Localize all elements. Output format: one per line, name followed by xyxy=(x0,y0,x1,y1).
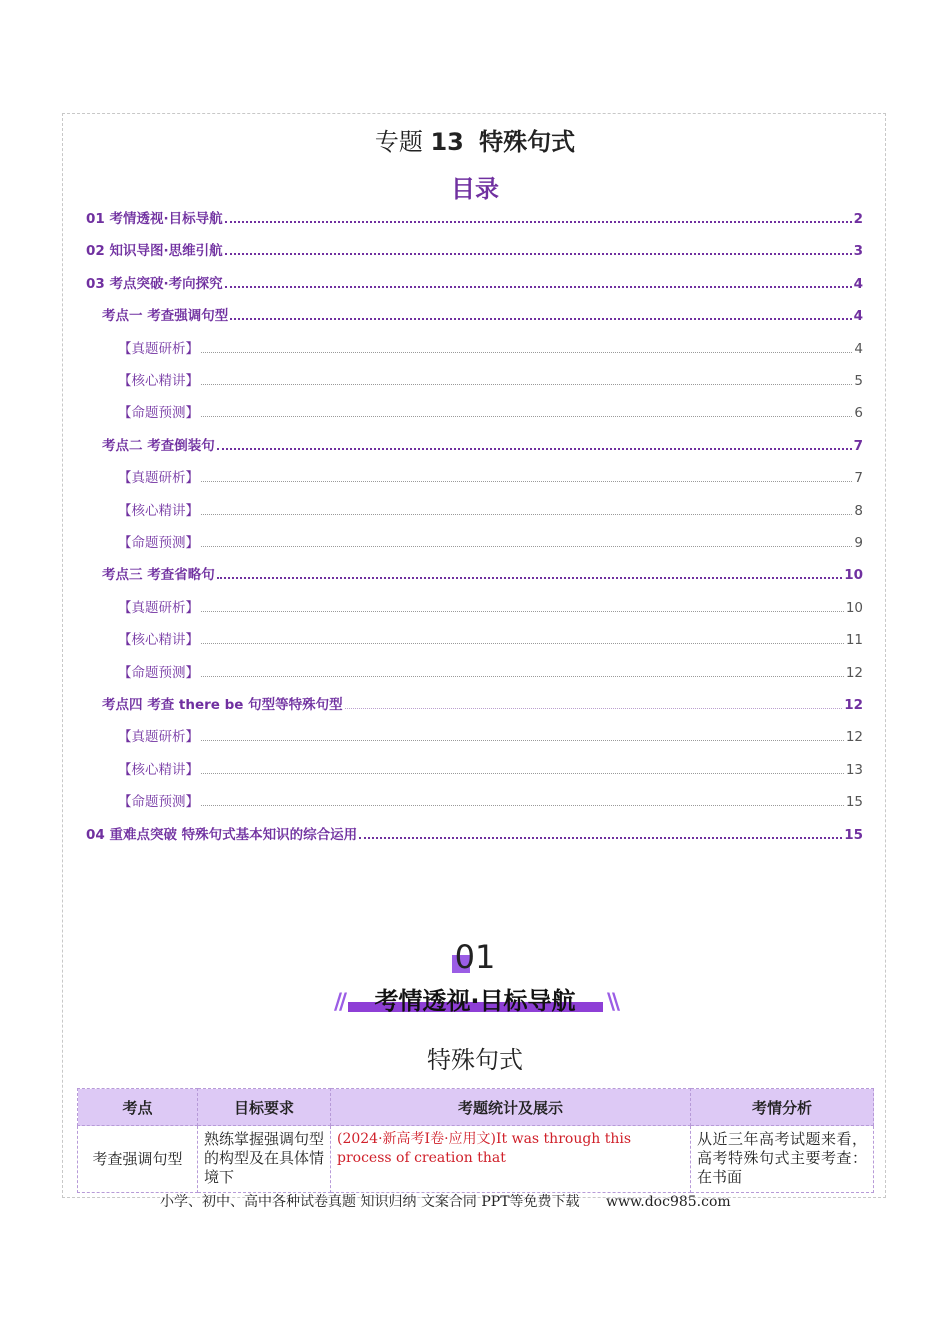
table-row xyxy=(78,1126,874,1193)
toc-leader-dots xyxy=(201,740,844,741)
toc-heading: 目录 xyxy=(451,175,499,203)
toc-entry-page: 15 xyxy=(844,826,863,843)
footer-text: 小学、初中、高中各种试卷真题 知识归纳 文案合同 PPT等免费下载 xyxy=(160,1194,580,1210)
toc-entry[interactable] xyxy=(102,434,863,454)
exam-analysis-table xyxy=(77,1088,874,1193)
toc-entry-label: 【真题研析】 xyxy=(118,470,199,487)
toc-entry-page: 4 xyxy=(853,308,863,325)
toc-entry-page: 7 xyxy=(853,437,863,454)
table-header-row xyxy=(78,1089,874,1126)
toc-leader-dots xyxy=(201,676,844,677)
toc-leader-dots xyxy=(225,286,852,288)
toc-entry-label: 考点一 考查强调句型 xyxy=(102,308,229,325)
toc-entry[interactable] xyxy=(118,725,863,745)
toc-leader-dots xyxy=(201,514,852,515)
toc-entry[interactable] xyxy=(118,401,863,421)
toc-leader-dots xyxy=(201,611,844,612)
toc-leader-dots xyxy=(201,416,852,417)
toc-entry-page: 12 xyxy=(845,729,863,746)
toc-leader-dots xyxy=(225,221,852,223)
header-target: 目标要求 xyxy=(198,1089,331,1126)
toc-entry-label: 【核心精讲】 xyxy=(118,373,199,389)
toc-entry[interactable] xyxy=(118,628,863,648)
cell-exam-point: 考查强调句型 xyxy=(78,1126,198,1193)
section-number: 01 xyxy=(454,938,496,976)
toc-entry-label: 02 知识导图·思维引航 xyxy=(86,243,223,260)
right-slash-decoration: \\ xyxy=(607,990,618,1015)
toc-entry[interactable] xyxy=(86,823,863,843)
left-slash-decoration: // xyxy=(334,990,345,1015)
cell-target: 熟练掌握强调句型的构型及在具体情境下 xyxy=(198,1126,331,1193)
toc-entry-label: 【核心精讲】 xyxy=(118,502,199,519)
toc-entry-page: 5 xyxy=(854,373,863,389)
toc-leader-dots xyxy=(225,253,852,255)
toc-entry[interactable] xyxy=(102,563,863,583)
toc-leader-dots xyxy=(217,448,852,450)
toc-entry-label: 【真题研析】 xyxy=(118,340,199,357)
toc-entry-page: 11 xyxy=(845,632,863,649)
toc-entry-page: 7 xyxy=(854,470,863,487)
title-prefix: 专题 xyxy=(374,128,423,156)
toc-entry-label: 【命题预测】 xyxy=(118,535,199,551)
toc-entry-label: 【命题预测】 xyxy=(118,664,199,681)
toc-leader-dots xyxy=(217,577,843,579)
toc-entry-page: 9 xyxy=(854,535,863,551)
toc-leader-dots xyxy=(201,773,844,774)
toc-leader-dots xyxy=(201,352,852,353)
topic-subtitle: 特殊句式 xyxy=(427,1046,523,1074)
toc-entry[interactable] xyxy=(118,369,863,389)
toc-entry-label: 【真题研析】 xyxy=(118,729,199,746)
toc-entry-label: 04 重难点突破 特殊句式基本知识的综合运用 xyxy=(86,826,358,843)
toc-entry[interactable] xyxy=(118,466,863,486)
section-title: 考情透视·目标导航 xyxy=(374,987,576,1015)
toc-entry[interactable] xyxy=(86,207,863,227)
toc-entry-page: 4 xyxy=(854,340,863,357)
toc-entry[interactable] xyxy=(118,758,863,778)
toc-entry-label: 考点二 考查倒装句 xyxy=(102,437,215,454)
toc-entry-label: 考点四 考查 there be 句型等特殊句型 xyxy=(102,697,343,713)
toc-leader-dots xyxy=(201,805,844,806)
page-title xyxy=(0,122,950,157)
toc-entry-label: 【命题预测】 xyxy=(118,794,199,811)
toc-entry-page: 10 xyxy=(845,599,863,616)
toc-entry-label: 【核心精讲】 xyxy=(118,632,199,649)
toc-entry[interactable] xyxy=(102,304,863,324)
toc-entry-label: 03 考点突破·考向探究 xyxy=(86,275,223,292)
toc-leader-dots xyxy=(230,318,851,320)
toc-entry-page: 15 xyxy=(845,794,863,811)
footer-site-link[interactable]: www.doc985.com xyxy=(605,1194,731,1210)
cell-analysis: 从近三年高考试题来看，高考特殊句式主要考查：在书面 xyxy=(691,1126,874,1193)
toc-entry-page: 4 xyxy=(853,275,863,292)
toc-entry-page: 10 xyxy=(844,567,863,584)
toc-leader-dots xyxy=(201,384,852,385)
toc-entry-page: 3 xyxy=(853,243,863,260)
toc-leader-dots xyxy=(201,643,844,644)
toc-entry[interactable] xyxy=(118,531,863,551)
toc-entry[interactable] xyxy=(86,272,863,292)
toc-entry[interactable] xyxy=(118,790,863,810)
toc-entry-page: 12 xyxy=(845,664,863,681)
toc-entry-label: 【核心精讲】 xyxy=(118,761,199,778)
title-name: 特殊句式 xyxy=(479,128,576,156)
toc-entry[interactable] xyxy=(118,337,863,357)
toc-leader-dots xyxy=(345,708,843,709)
header-question-stats: 考题统计及展示 xyxy=(331,1089,691,1126)
toc-entry-page: 12 xyxy=(844,697,863,713)
toc-entry-label: 【真题研析】 xyxy=(118,599,199,616)
toc-entry-page: 8 xyxy=(854,502,863,519)
header-analysis: 考情分析 xyxy=(691,1089,874,1126)
toc-entry-page: 6 xyxy=(854,405,863,422)
toc-entry[interactable] xyxy=(118,499,863,519)
toc-leader-dots xyxy=(201,546,852,547)
toc-entry-page: 13 xyxy=(845,761,863,778)
toc-entry[interactable] xyxy=(86,239,863,259)
cell-question-stats: (2024·新高考Ⅰ卷·应用文)It was through this process of creation that xyxy=(331,1126,691,1193)
toc-entry[interactable] xyxy=(102,693,863,713)
toc-entry-label: 【命题预测】 xyxy=(118,405,199,422)
toc-entry[interactable] xyxy=(118,661,863,681)
toc-entry-label: 01 考情透视·目标导航 xyxy=(86,211,223,227)
toc-entry-label: 考点三 考查省略句 xyxy=(102,567,215,584)
toc-leader-dots xyxy=(359,837,842,839)
toc-entry[interactable] xyxy=(118,596,863,616)
page-footer xyxy=(160,1191,860,1211)
toc-entry-page: 2 xyxy=(853,211,863,227)
header-exam-point: 考点 xyxy=(78,1089,198,1126)
toc-leader-dots xyxy=(201,481,852,482)
title-number: 13 xyxy=(430,128,464,156)
